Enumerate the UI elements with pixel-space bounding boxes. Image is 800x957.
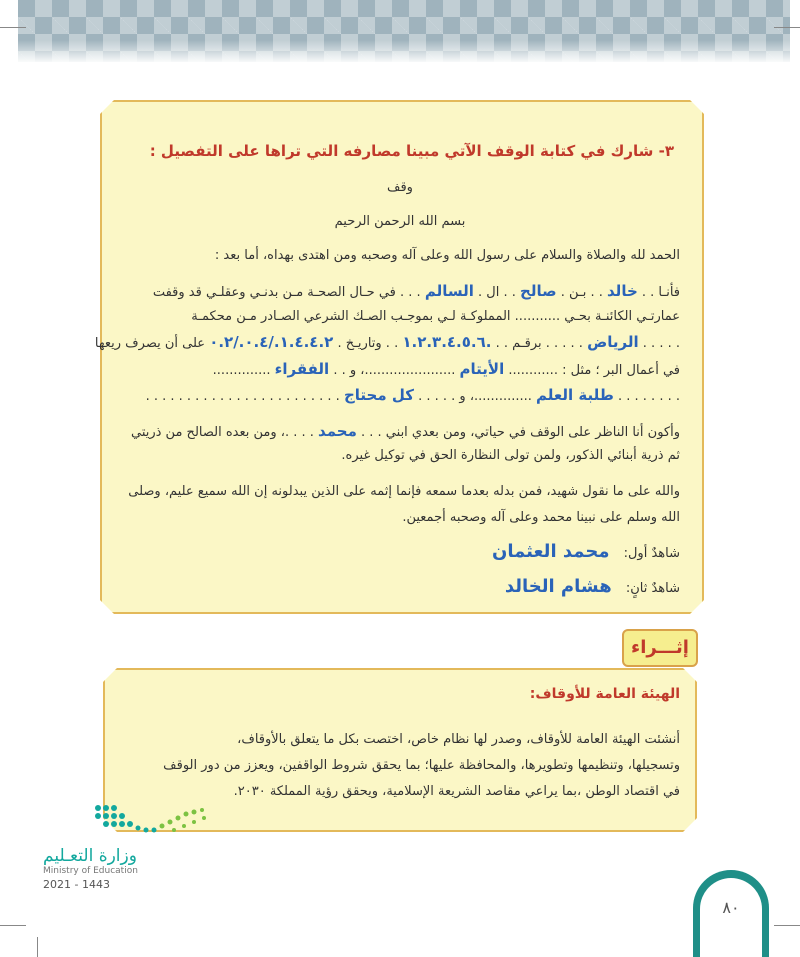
witness-1-name: محمد العثمان [491,541,610,562]
witness-1-label: شاهدٌ أول: [623,546,680,561]
text: . . . في حـال الصحـة مـن بدنـي وعقلـي قد وقفت [152,285,421,300]
text: على أن يصرف ريعها [94,336,206,351]
filled-name: خالد [607,282,638,300]
filled-beneficiary-3: طلبة العلم [536,386,614,404]
authority-line-3: في اقتصاد الوطن ،بما يراعي مقاصد الشريعة الإسلامية، ويحقق رؤية المملكة ٢٠٣٠. [233,784,680,799]
waqf-line-7: ثم ذرية أبنائي الذكور، ولمن تولى النظارة الحق في توكيل غيره. [341,448,680,463]
filled-deed-date: ١.٤.٤.٢./٠.٤./٠.٢ [209,333,334,351]
waqf-line-8: والله على ما نقول شهيد، فمن بدله بعدما سمعه فإنما إثمه على الذين يبدلونه إن الله سميع عليم، وصلى [128,484,680,499]
ministry-year: 2021 - 1443 [43,878,110,891]
text: ......................، و . . [333,363,456,378]
question-title: ٣- شارك في كتابة الوقف الآتي مبينا مصارفه التي تراها على التفصيل : [149,142,674,160]
witness-2-label: شاهدٌ ثانٍ: [625,581,680,596]
filled-beneficiary-1: الأيتام [459,360,505,378]
text: .............. [212,363,271,378]
header-fade [18,40,790,64]
filled-court: الرياض [587,333,639,351]
crop-mark [774,27,800,28]
text: فأنـا . . [641,285,680,300]
waqf-line-9: الله وسلم على نبينا محمد وعلى آله وصحبه أجمعين. [402,510,680,525]
crop-mark [0,925,26,926]
text: وأكون أنا الناظر على الوقف في حياتي، ومن بعدي ابني . . . [361,425,680,440]
ministry-dots-icon [88,800,218,840]
waqf-line-1 [110,282,680,300]
filled-family: السالم [424,282,474,300]
ithra-badge: إثـــراء [622,629,698,667]
waqf-line-4 [110,360,680,378]
text: . . وتاريـخ . [337,336,399,351]
filled-beneficiary-2: الفقراء [274,360,330,378]
text: . . . . . [642,336,680,351]
text: . . . . . . . . . . . . . . . . . . . . . . . . [145,389,340,404]
crop-mark [37,937,38,957]
waqf-line-2: عمارتـي الكائنـة بحـي ........... المملوكـة لـي بموجـب الصـك الشرعي الصـادر مـن محكمـة [191,309,680,324]
authority-line-1: أنشئت الهيئة العامة للأوقاف، وصدر لها نظام خاص، اختصت بكل ما يتعلق بالأوقاف، [237,732,680,747]
filled-father: صالح [520,282,557,300]
waqf-line-3 [94,333,680,351]
text: في أعمال البر ؛ مثل : ............ [508,363,680,378]
filled-beneficiary-4: كل محتاج [343,386,414,404]
ministry-name-en: Ministry of Education [43,866,138,876]
waqf-line-6 [110,422,680,440]
waqf-line-5 [110,386,680,404]
ministry-name-ar: وزارة التعـليم [43,846,137,866]
page-number: ٨٠ [700,878,762,957]
filled-son: محمد [318,422,357,440]
authority-line-2: وتسجيلها، وتنظيمها وتطويرها، والمحافظة عليها؛ بما يحقق شروط الواقفين، ويعزز من دور الوقف [163,758,680,773]
witness-2-name: هشام الخالد [504,576,612,597]
witness-1 [492,541,680,562]
opening-line: الحمد لله والصلاة والسلام على رسول الله وعلى آله وصحبه ومن اهتدى بهداه، أما بعد : [214,248,680,263]
authority-title: الهيئة العامة للأوقاف: [529,686,680,702]
witness-2 [505,576,680,597]
text: . . . .، ومن بعده الصالح من ذريتي [130,425,314,440]
text: . . ال . [478,285,516,300]
crop-mark [774,925,800,926]
text: ..............، و . . . . . [418,389,532,404]
basmala: بسم الله الرحمن الرحيم [334,214,466,229]
crop-mark [0,27,26,28]
activity-box [100,100,704,614]
text: . . . . . برقـم . . [495,336,583,351]
text: . . بـن . [560,285,603,300]
text: . . . . . . . . [618,389,680,404]
waqf-heading: وقف [387,180,413,195]
filled-deed-number: .١.٢.٣.٤.٥.٦ [402,333,492,351]
